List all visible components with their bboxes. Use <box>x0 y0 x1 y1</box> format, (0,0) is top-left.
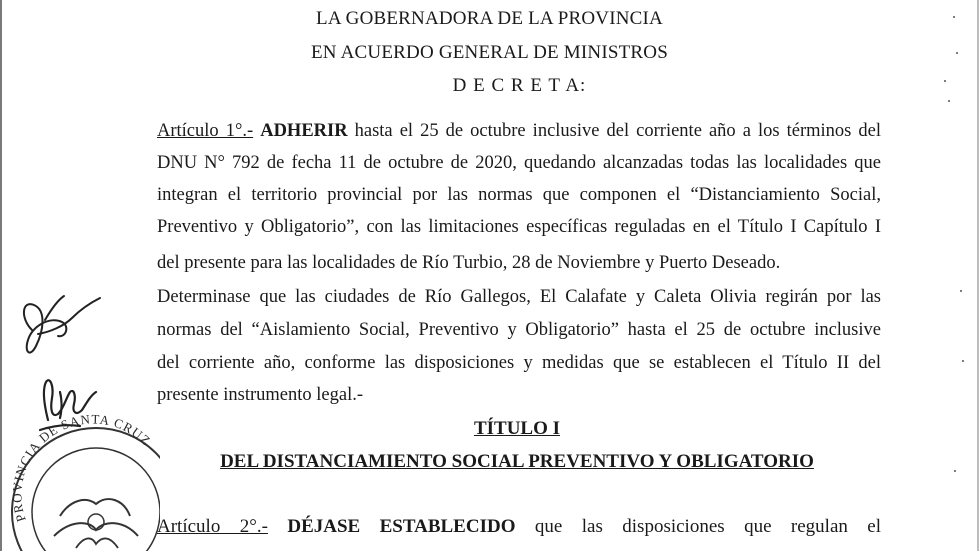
header-decreta: D E C R E T A: <box>452 75 587 96</box>
official-seal-icon <box>9 411 160 551</box>
scan-speck <box>960 290 962 292</box>
scan-speck <box>956 52 958 54</box>
article-1-line-4: Preventivo y Obligatorio”, con las limitaciones específicas reguladas en el Título I Capítulo I <box>157 217 881 237</box>
scan-speck <box>953 16 955 18</box>
scan-speck <box>962 360 964 362</box>
title-1-heading: TÍTULO I <box>473 418 561 439</box>
article-1-label: Artículo 1°.- <box>157 121 254 141</box>
title-1-subheading: DEL DISTANCIAMIENTO SOCIAL PREVENTIVO Y OBLIGATORIO <box>220 451 814 472</box>
article-1-verb: ADHERIR <box>260 121 348 141</box>
article-2-verb: DÉJASE ESTABLECIDO <box>287 516 516 537</box>
article-1-line-9: presente instrumento legal.- <box>157 385 364 405</box>
article-1-line-1 <box>157 120 881 142</box>
article-1-line-6: Determinase que las ciudades de Río Gallegos, El Calafate y Caleta Olivia regirán por las <box>157 287 881 307</box>
scan-speck <box>944 80 946 82</box>
margin-signatures-and-seal <box>0 0 160 551</box>
scan-speck <box>948 100 950 102</box>
article-1-line-8: del corriente año, conforme las disposiciones y medidas que se establecen el Título II del <box>157 353 881 373</box>
article-2-label: Artículo 2°.- <box>157 516 268 537</box>
article-1-line-7: normas del “Aislamiento Social, Preventivo y Obligatorio” hasta el 25 de octubre inclusive <box>157 320 881 340</box>
article-1-line-3: integran el territorio provincial por las normas que componen el “Distanciamiento Social, <box>157 185 881 205</box>
article-2-line-1-text: que las disposiciones que regulan el <box>534 516 882 537</box>
svg-text:PROVINCIA DE SANTA CRUZ <box>9 411 154 523</box>
article-1-line-2: DNU N° 792 de fecha 11 de octubre de 2020, quedando alcanzadas todas las localidades que <box>157 153 881 173</box>
header-governor: LA GOBERNADORA DE LA PROVINCIA <box>316 8 663 29</box>
article-1-line-5: del presente para las localidades de Río Turbio, 28 de Noviembre y Puerto Deseado. <box>157 253 781 273</box>
article-1-line-1-text: hasta el 25 de octubre inclusive del corriente año a los términos del <box>347 121 882 141</box>
initials-signature <box>24 296 100 353</box>
seal-text: PROVINCIA DE SANTA CRUZ <box>9 411 154 524</box>
header-ministers: EN ACUERDO GENERAL DE MINISTROS <box>311 42 668 63</box>
scan-speck <box>954 470 956 472</box>
article-2-line-1 <box>157 516 881 538</box>
